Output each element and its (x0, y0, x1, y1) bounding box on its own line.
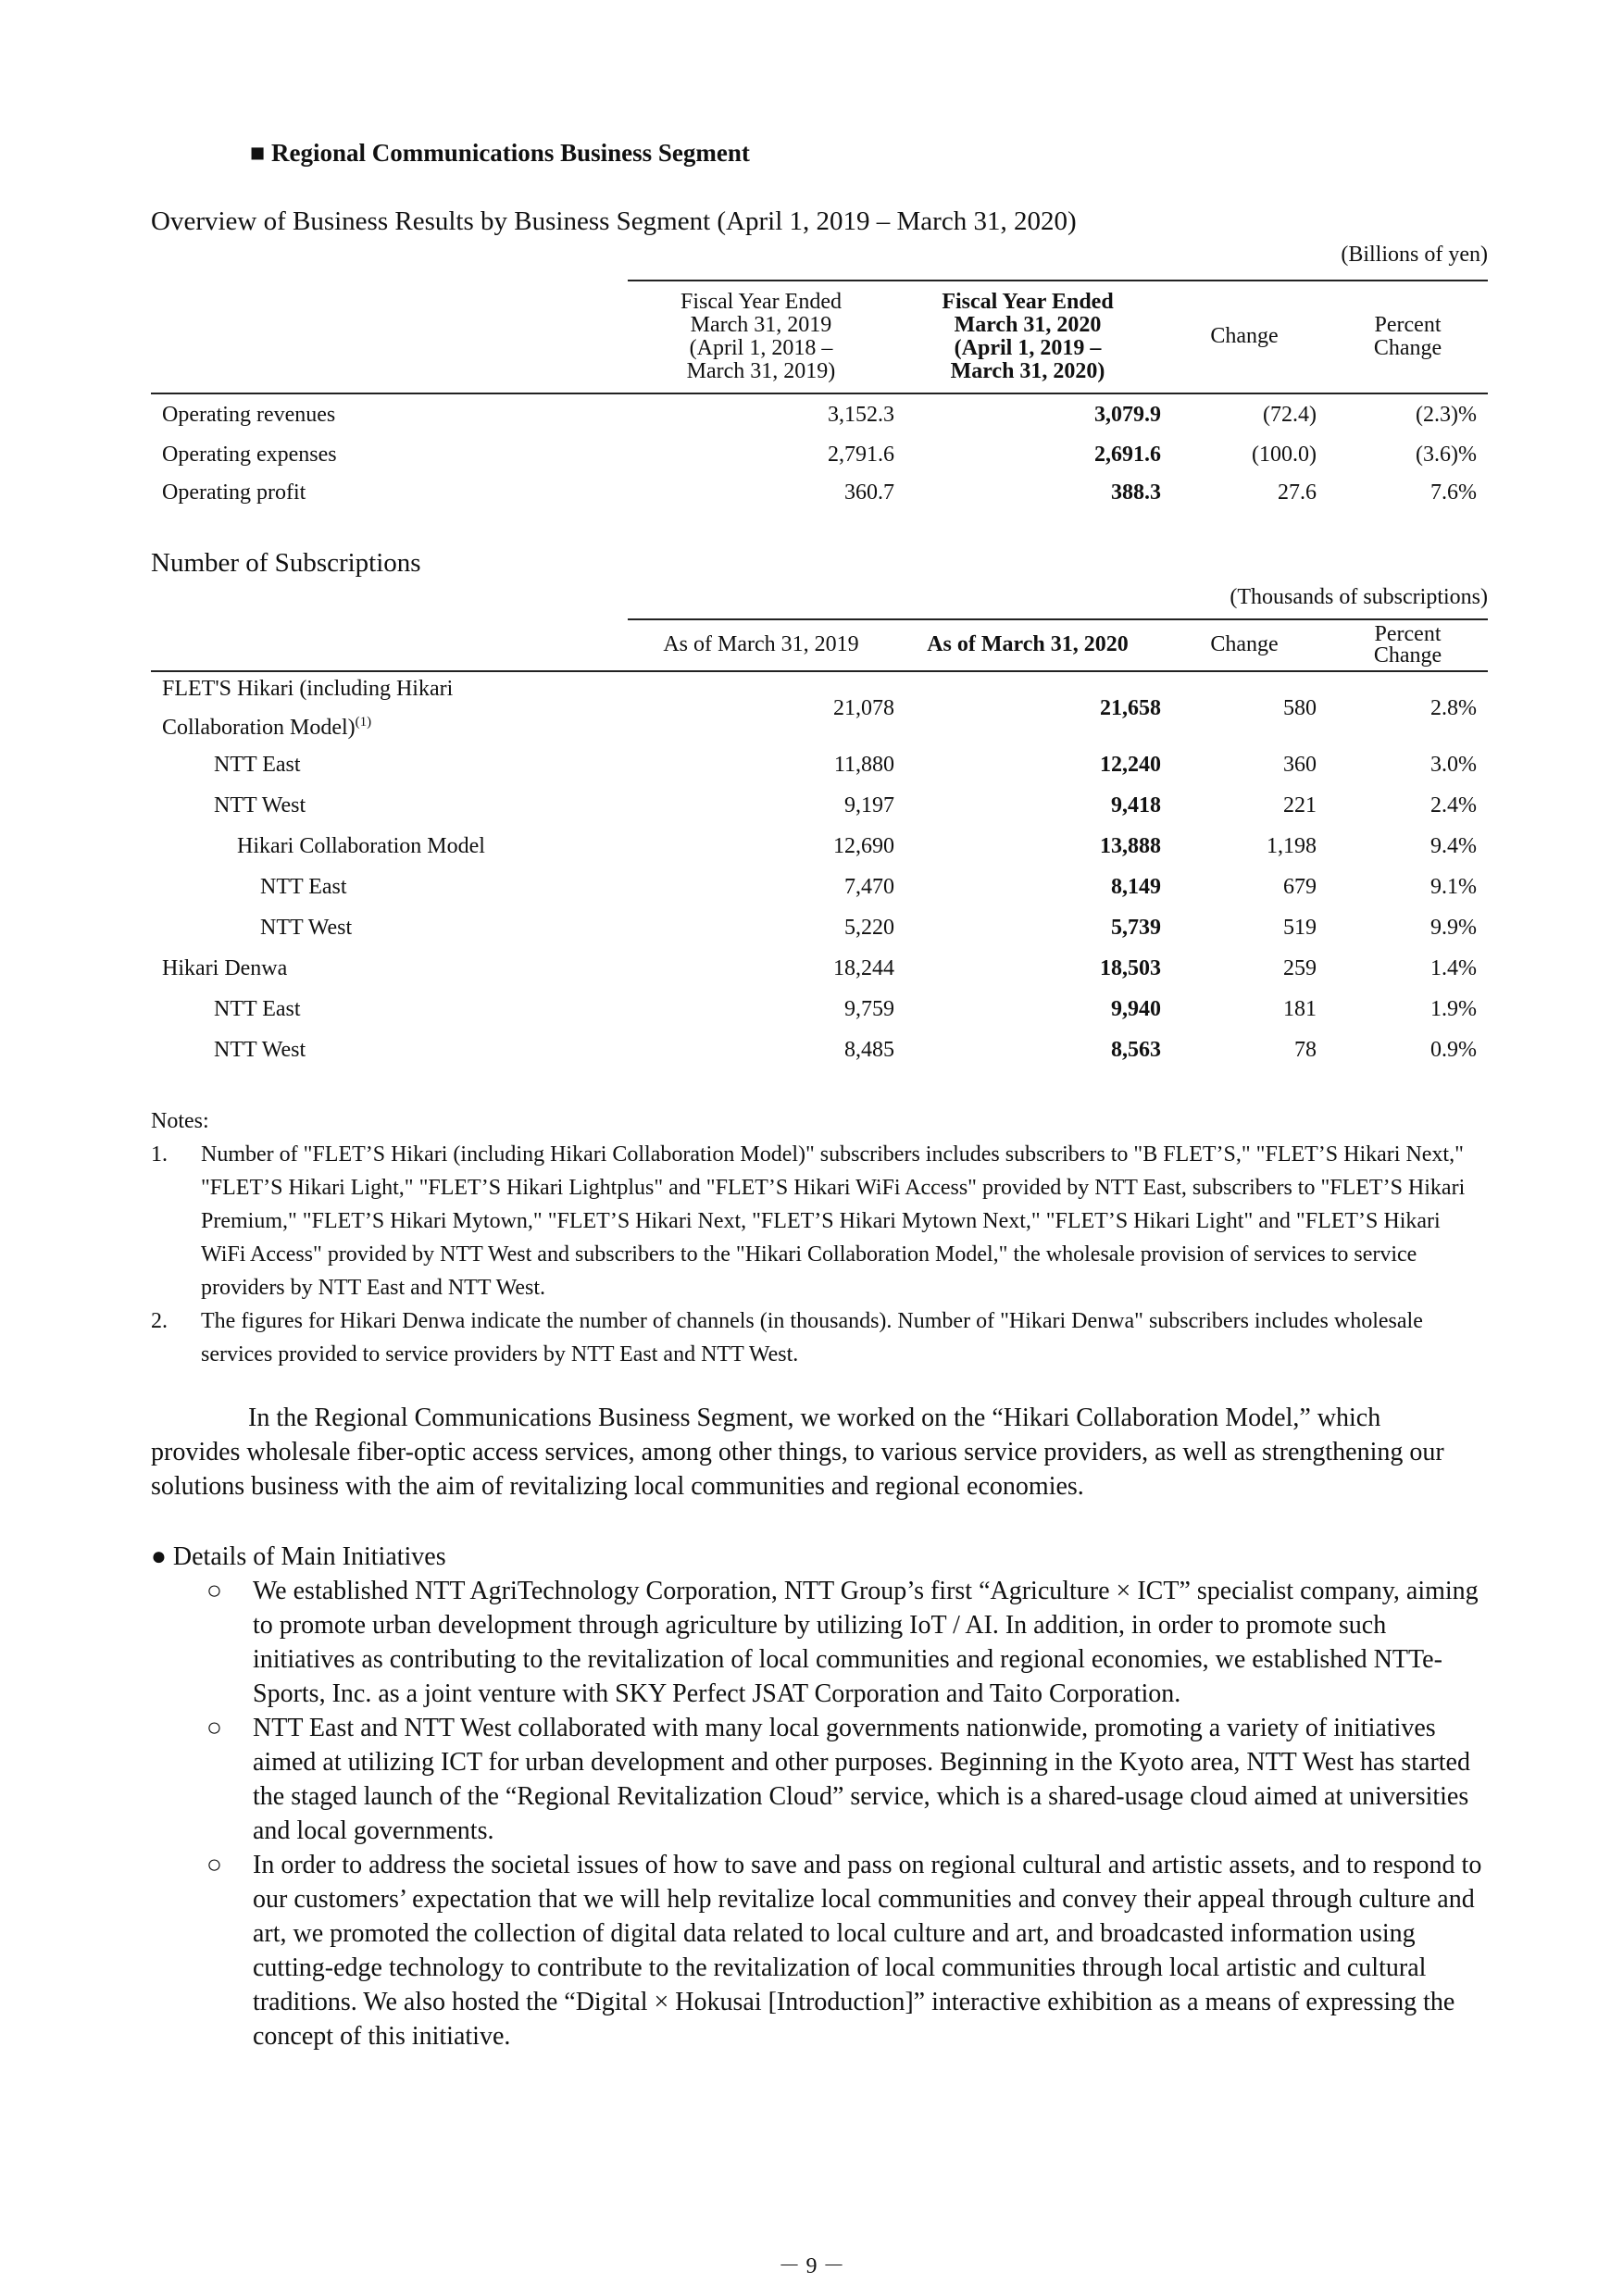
circle-bullet-icon: ○ (206, 1714, 222, 1742)
header-line: Change (1373, 336, 1442, 360)
initiative-text: NTT East and NTT West collaborated with many local governments nationwide, promoting a variety of initiatives aimed at utilizing ICT for urban development and other purposes. Beginning in the Kyoto area, NTT West has started the staged launch of the “Regional Revitalization Cloud” service, which is a shared-usage cloud aimed at universities and local governments. (253, 1714, 1470, 1845)
cell-pct: (3.6)% (1416, 443, 1477, 467)
table-row (151, 744, 1488, 785)
cell-curr: 9,418 (1111, 792, 1161, 817)
cell-prev: 5,220 (844, 915, 894, 940)
cell-curr: 12,240 (1100, 752, 1161, 777)
cell-pct: 1.9% (1430, 996, 1477, 1021)
header-line: Percent (1374, 622, 1442, 647)
subs-header-row (151, 619, 1488, 671)
initiative-text: In order to address the societal issues of how to save and pass on regional cultural and artistic assets, and to respond to our customers’ expectation that we will help revitalize local communities and convey their appeal through culture and art, we promoted the collection of digital data related to local culture and art, and broadcasted information using cutting-edge technology to contribute to the revitalization of local communities through local artistic and cultural traditions. We also hosted the “Digital × Hokusai [Introduction]” interactive exhibition as a means of expressing the concept of this initiative. (253, 1851, 1482, 2051)
cell-pct: 9.9% (1430, 915, 1477, 940)
cell-change: 1,198 (1267, 833, 1317, 858)
row-label: NTT West (214, 792, 306, 817)
table-row (151, 474, 1488, 512)
cell-change: (100.0) (1252, 443, 1317, 467)
note-text: The figures for Hikari Denwa indicate the number of channels (in thousands). Number of "Hikari Denwa" subscribers includes wholesale services provided to service providers by NTT East and NTT West. (201, 1309, 1423, 1366)
cell-curr: 3,079.9 (1094, 403, 1161, 427)
table-row (151, 671, 1488, 744)
table-row (151, 989, 1488, 1029)
header-line: Change (1373, 643, 1442, 668)
cell-change: 580 (1283, 695, 1317, 720)
cell-pct: 0.9% (1430, 1037, 1477, 1062)
table-row (151, 1029, 1488, 1070)
notes-heading: Notes: (151, 1109, 209, 1133)
results-unit: (Billions of yen) (1341, 243, 1488, 267)
cell-prev: 18,244 (833, 955, 894, 980)
table-row (151, 436, 1488, 474)
details-list (151, 1574, 1484, 2053)
row-label: NTT East (214, 752, 301, 777)
note-number: 1. (151, 1142, 168, 1167)
cell-pct: 9.1% (1430, 874, 1477, 899)
cell-prev: 9,197 (844, 792, 894, 817)
cell-curr: 8,149 (1111, 874, 1161, 899)
cell-prev: 7,470 (844, 874, 894, 899)
details-section (151, 1540, 1484, 2053)
note-item (151, 1304, 1475, 1371)
circle-bullet-icon: ○ (206, 1577, 222, 1605)
cell-curr: 18,503 (1100, 955, 1161, 980)
cell-curr: 5,739 (1111, 915, 1161, 940)
cell-pct: 7.6% (1430, 480, 1477, 505)
row-label: Operating expenses (162, 443, 337, 467)
cell-change: (72.4) (1263, 403, 1317, 427)
subs-table (151, 618, 1488, 1070)
cell-change: 27.6 (1278, 480, 1317, 505)
row-label: NTT West (260, 915, 353, 940)
notes (151, 1104, 1475, 1371)
cell-prev: 9,759 (844, 996, 894, 1021)
note-item (151, 1138, 1475, 1304)
table-row (151, 393, 1488, 436)
header-change: Change (1161, 281, 1328, 393)
header-curr: As of March 31, 2020 (894, 619, 1161, 671)
footnote-ref: (1) (355, 715, 372, 730)
cell-curr: 21,658 (1100, 695, 1161, 720)
row-label: Hikari Denwa (162, 955, 288, 980)
table-row (151, 826, 1488, 867)
row-label-line: FLET'S Hikari (including Hikari (162, 677, 454, 701)
results-table (151, 280, 1488, 512)
cell-curr: 13,888 (1100, 833, 1161, 858)
header-line: Fiscal Year Ended (680, 289, 842, 314)
row-label (151, 671, 628, 744)
cell-pct: 3.0% (1430, 752, 1477, 777)
cell-pct: 2.4% (1430, 792, 1477, 817)
table-row (151, 948, 1488, 989)
row-label: NTT West (214, 1037, 306, 1062)
header-line: Percent (1374, 312, 1442, 337)
header-line: (April 1, 2019 – (954, 336, 1102, 360)
page-number: － 9 － (778, 2254, 845, 2278)
cell-prev: 8,485 (844, 1037, 894, 1062)
cell-change: 221 (1283, 792, 1317, 817)
header-line: March 31, 2020) (950, 359, 1105, 384)
note-number: 2. (151, 1309, 168, 1333)
cell-prev: 11,880 (833, 752, 894, 777)
row-label: NTT East (214, 996, 301, 1021)
initiative-item (206, 1574, 1484, 1711)
cell-curr: 388.3 (1111, 480, 1161, 505)
initiative-item (206, 1711, 1484, 1848)
table-row (151, 907, 1488, 948)
cell-pct: 2.8% (1430, 695, 1477, 720)
cell-change: 519 (1283, 915, 1317, 940)
cell-prev: 2,791.6 (828, 443, 894, 467)
notes-list (151, 1138, 1475, 1371)
header-percent-change (1328, 281, 1488, 393)
row-label: Operating profit (162, 480, 306, 505)
cell-pct: 1.4% (1430, 955, 1477, 980)
row-label-line (162, 705, 628, 744)
circle-bullet-icon: ○ (206, 1851, 222, 1879)
results-header-row (151, 281, 1488, 393)
cell-change: 78 (1294, 1037, 1317, 1062)
note-text: Number of "FLET’S Hikari (including Hikari Collaboration Model)" subscribers includes subscribers to "B FLET’S," "FLET’S Hikari Next," "FLET’S Hikari Light," "FLET’S Hikari Lightplus" and "FLET’S Hikari WiFi Access" provided by NTT East, subscribers to "FLET’S Hikari Premium," "FLET’S Hikari Mytown," "FLET’S Hikari Next, "FLET’S Hikari Mytown Next," "FLET’S Hikari Light" and "FLET’S Hikari WiFi Access" provided by NTT West and subscribers to the "Hikari Collaboration Model," the wholesale provision of services to service providers by NTT East and NTT West. (201, 1142, 1466, 1300)
cell-change: 360 (1283, 752, 1317, 777)
cell-prev: 21,078 (833, 695, 894, 720)
header-percent-change (1328, 619, 1488, 671)
cell-curr: 8,563 (1111, 1037, 1161, 1062)
table-row (151, 785, 1488, 826)
cell-pct: (2.3)% (1416, 403, 1477, 427)
header-fy2019 (628, 281, 894, 393)
row-label-text: Collaboration Model) (162, 716, 356, 740)
cell-change: 181 (1283, 996, 1317, 1021)
cell-change: 259 (1283, 955, 1317, 980)
row-label: Operating revenues (162, 403, 336, 427)
header-line: (April 1, 2018 – (689, 336, 833, 360)
header-prev: As of March 31, 2019 (628, 619, 894, 671)
row-label: NTT East (260, 874, 347, 899)
cell-prev: 3,152.3 (828, 403, 894, 427)
cell-pct: 9.4% (1430, 833, 1477, 858)
paragraph-text: In the Regional Communications Business Segment, we worked on the “Hikari Collaboration Model,” which provides wholesale fiber-optic access services, among other things, to various service providers, as well as strengthening our solutions business with the aim of revitalizing local communities and regional economies. (151, 1404, 1444, 1501)
header-line: Fiscal Year Ended (942, 289, 1114, 314)
header-line: March 31, 2019 (690, 312, 832, 337)
cell-curr: 9,940 (1111, 996, 1161, 1021)
cell-prev: 12,690 (833, 833, 894, 858)
segment-heading: ■ Regional Communications Business Segment (250, 139, 750, 167)
subs-unit: (Thousands of subscriptions) (1230, 585, 1488, 609)
header-change: Change (1161, 619, 1328, 671)
row-label: Hikari Collaboration Model (237, 833, 485, 858)
initiative-item (206, 1848, 1484, 2053)
table-row (151, 867, 1488, 907)
body-paragraph (151, 1401, 1475, 1504)
cell-curr: 2,691.6 (1094, 443, 1161, 467)
header-line: March 31, 2020 (954, 312, 1102, 337)
cell-change: 679 (1283, 874, 1317, 899)
header-line: March 31, 2019) (686, 359, 836, 384)
initiative-text: We established NTT AgriTechnology Corporation, NTT Group’s first “Agriculture × ICT” specialist company, aiming to promote urban development through agriculture by utilizing IoT / AI. In addition, in order to promote such initiatives as contributing to the revitalization of local communities and regional economies, we established NTTe-Sports, Inc. as a joint venture with SKY Perfect JSAT Corporation and Taito Corporation. (253, 1577, 1479, 1708)
header-fy2020 (894, 281, 1161, 393)
details-heading: ● Details of Main Initiatives (151, 1542, 446, 1571)
cell-prev: 360.7 (844, 480, 894, 505)
results-title: Overview of Business Results by Business Segment (April 1, 2019 – March 31, 2020) (151, 206, 1077, 236)
subs-title: Number of Subscriptions (151, 548, 421, 578)
